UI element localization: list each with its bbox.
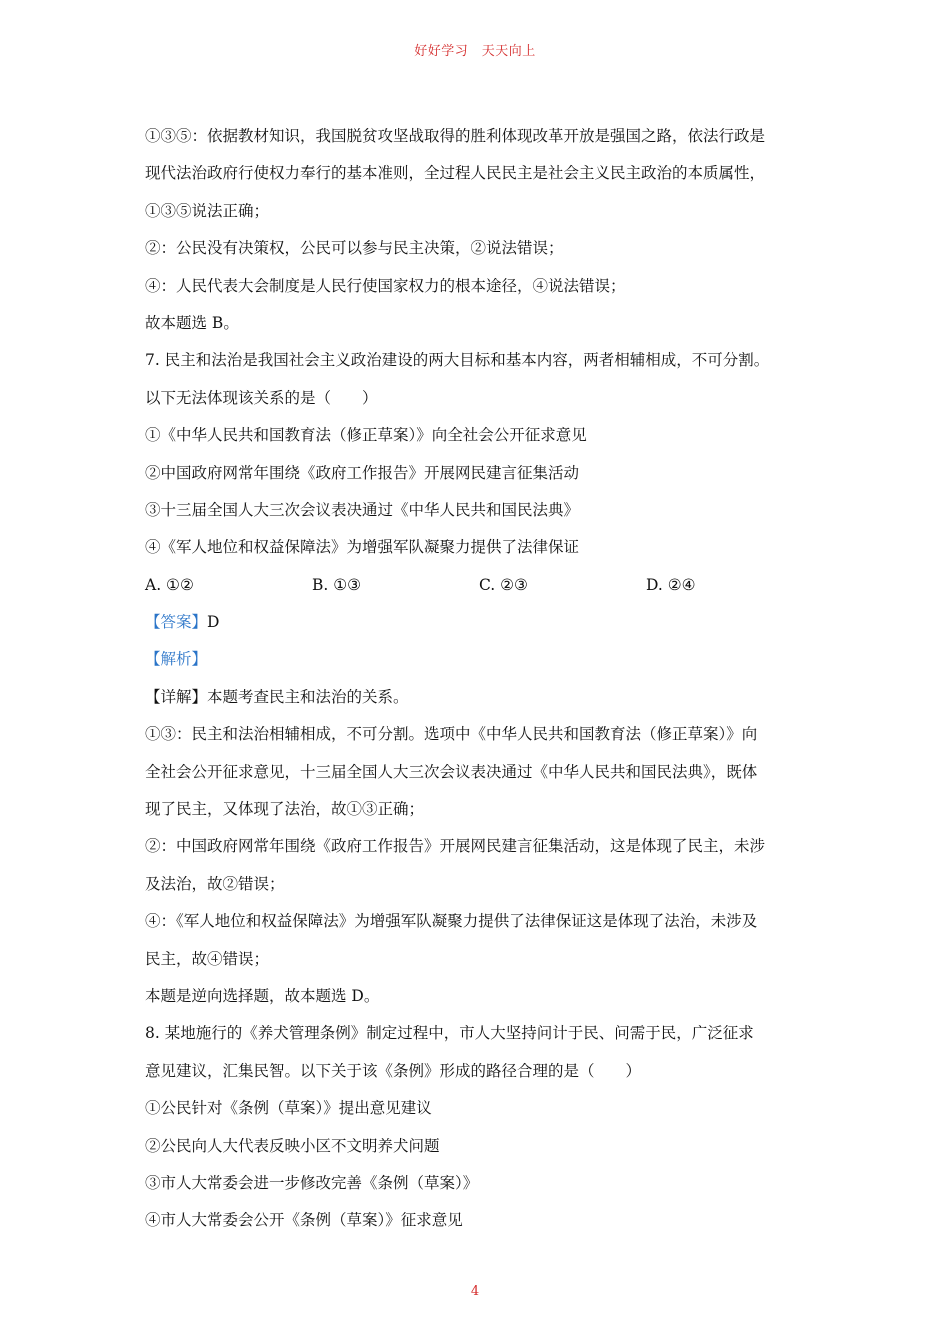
- detail-line: 民主，故④错误；: [145, 949, 270, 968]
- question-item: ③市人大常委会进一步修改完善《条例（草案）》: [145, 1173, 479, 1192]
- text-line: 故本题选 B。: [145, 313, 239, 332]
- detail-line: 本题是逆向选择题，故本题选 D。: [145, 986, 380, 1005]
- question-stem: 意见建议，汇集民智。以下关于该《条例》形成的路径合理的是（ ）: [145, 1061, 642, 1080]
- choice-b: B. ①③: [312, 575, 362, 594]
- question-item: ①公民针对《条例（草案）》提出意见建议: [145, 1099, 432, 1118]
- analysis-tag: 【解析】: [145, 650, 208, 669]
- question-stem: 7. 民主和法治是我国社会主义政治建设的两大目标和基本内容，两者相辅相成，不可分割。: [145, 351, 770, 370]
- page-number: 4: [470, 1284, 480, 1299]
- choice-c: C. ②③: [479, 575, 528, 594]
- question-item: ④《军人地位和权益保障法》为增强军队凝聚力提供了法律保证: [145, 538, 580, 557]
- detail-line: 全社会公开征求意见，十三届全国人大三次会议表决通过《中华人民共和国民法典》，既体: [145, 762, 758, 781]
- detail-line: 现了民主，又体现了法治，故①③正确；: [145, 800, 425, 819]
- choice-a: A. ①②: [145, 575, 194, 594]
- detail-line: 【详解】本题考查民主和法治的关系。: [145, 687, 409, 706]
- detail-line: 及法治，故②错误；: [145, 874, 285, 893]
- question-item: ①《中华人民共和国教育法（修正草案）》向全社会公开征求意见: [145, 426, 587, 445]
- text-line: 现代法治政府行使权力奉行的基本准则，全过程人民民主是社会主义民主政治的本质属性，: [145, 164, 766, 183]
- question-item: ②中国政府网常年围绕《政府工作报告》开展网民建言征集活动: [145, 463, 580, 482]
- detail-line: ④：《军人地位和权益保障法》为增强军队凝聚力提供了法律保证这是体现了法治，未涉及: [145, 912, 758, 931]
- question-7: [145, 342, 813, 1015]
- question-item: ②公民向人大代表反映小区不文明养犬问题: [145, 1136, 440, 1155]
- page-header: 好好学习 天天向上: [414, 44, 536, 59]
- previous-answer-explanation: [145, 118, 813, 342]
- answer-choices: [145, 567, 813, 604]
- question-stem: 以下无法体现该关系的是（ ）: [145, 388, 378, 407]
- choice-d: D. ②④: [646, 575, 696, 594]
- detail-line: ②：中国政府网常年围绕《政府工作报告》开展网民建言征集活动，这是体现了民主，未涉: [145, 837, 766, 856]
- text-line: ①③⑤：依据教材知识，我国脱贫攻坚战取得的胜利体现改革开放是强国之路，依法行政是: [145, 127, 766, 145]
- question-item: ④市人大常委会公开《条例（草案）》征求意见: [145, 1211, 463, 1230]
- text-line: ②：公民没有决策权，公民可以参与民主决策，②说法错误；: [145, 239, 564, 258]
- question-item: ③十三届全国人大三次会议表决通过《中华人民共和国民法典》: [145, 500, 580, 519]
- detail-line: ①③：民主和法治相辅相成，不可分割。选项中《中华人民共和国教育法（修正草案）》向: [145, 725, 758, 744]
- answer-line: [145, 604, 813, 641]
- answer-value: D: [207, 613, 220, 632]
- answer-tag: 【答案】: [145, 613, 208, 632]
- question-8: [145, 1015, 813, 1239]
- analysis-line: [145, 641, 813, 678]
- question-stem: 8. 某地施行的《养犬管理条例》制定过程中，市人大坚持问计于民、问需于民，广泛征求: [145, 1024, 754, 1043]
- text-line: ①③⑤说法正确；: [145, 201, 270, 220]
- text-line: ④：人民代表大会制度是人民行使国家权力的根本途径，④说法错误；: [145, 276, 626, 295]
- page-content: [145, 118, 813, 1240]
